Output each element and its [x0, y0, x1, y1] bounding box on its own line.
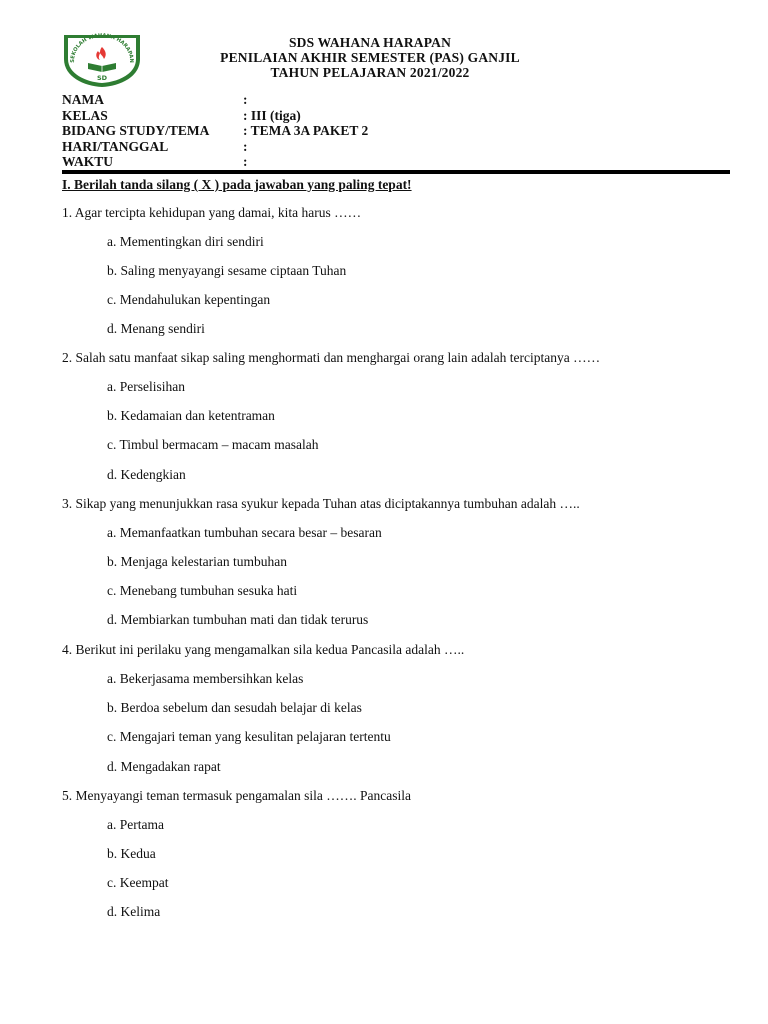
- option-4d: d. Mengadakan rapat: [107, 759, 221, 774]
- option-4b: b. Berdoa sebelum dan sesudah belajar di kelas: [107, 700, 362, 715]
- question-3: 3. Sikap yang menunjukkan rasa syukur kepada Tuhan atas diciptakannya tumbuhan adalah …..: [62, 496, 580, 511]
- info-label: BIDANG STUDY/TEMA: [62, 123, 210, 138]
- header-divider: [62, 170, 730, 174]
- info-value: :: [243, 92, 248, 107]
- option-2b: b. Kedamaian dan ketentraman: [107, 408, 275, 423]
- academic-year: TAHUN PELAJARAN 2021/2022: [270, 65, 470, 80]
- option-5c: c. Keempat: [107, 875, 169, 890]
- info-label: HARI/TANGGAL: [62, 138, 169, 154]
- info-label: KELAS: [62, 107, 108, 123]
- option-3a: a. Memanfaatkan tumbuhan secara besar – besaran: [107, 525, 382, 540]
- info-row-kelas: [62, 108, 662, 124]
- logo-arc-text: SEKOLAH WAHANA HARAPAN: [69, 32, 135, 63]
- exam-title: PENILAIAN AKHIR SEMESTER (PAS) GANJIL: [220, 50, 520, 65]
- student-info: [62, 92, 662, 170]
- question-5: 5. Menyayangi teman termasuk pengamalan sila ……. Pancasila: [62, 788, 412, 803]
- info-value: : III (tiga): [243, 107, 301, 123]
- option-2c: c. Timbul bermacam – macam masalah: [107, 437, 319, 452]
- info-row-waktu: [62, 154, 662, 170]
- school-header: [160, 35, 580, 80]
- question-2: 2. Salah satu manfaat sikap saling menghormati dan menghargai orang lain adalah terciptanya ……: [62, 350, 601, 365]
- option-3c: c. Menebang tumbuhan sesuka hati: [107, 583, 298, 598]
- info-value: :: [243, 154, 248, 169]
- info-row-hari: [62, 139, 662, 155]
- option-1d: d. Menang sendiri: [107, 321, 205, 336]
- info-label: WAKTU: [62, 154, 114, 169]
- option-1b: b. Saling menyayangi sesame ciptaan Tuhan: [107, 263, 347, 278]
- question-1: 1. Agar tercipta kehidupan yang damai, kita harus ……: [62, 205, 362, 220]
- option-3b: b. Menjaga kelestarian tumbuhan: [107, 554, 287, 569]
- logo-initials: SD: [96, 74, 108, 82]
- option-5d: d. Kelima: [107, 904, 161, 919]
- info-row-nama: [62, 92, 662, 108]
- option-2d: d. Kedengkian: [107, 467, 186, 482]
- school-logo: [60, 29, 144, 89]
- info-value: :: [243, 138, 248, 154]
- info-value: : TEMA 3A PAKET 2: [243, 123, 369, 138]
- option-5a: a. Pertama: [107, 817, 164, 832]
- info-label: NAMA: [62, 92, 104, 107]
- question-4: 4. Berikut ini perilaku yang mengamalkan sila kedua Pancasila adalah …..: [62, 642, 465, 657]
- option-4a: a. Bekerjasama membersihkan kelas: [107, 671, 304, 686]
- option-5b: b. Kedua: [107, 846, 156, 861]
- option-1c: c. Mendahulukan kepentingan: [107, 292, 271, 307]
- section-instruction: I. Berilah tanda silang ( X ) pada jawaban yang paling tepat!: [62, 177, 412, 192]
- info-row-bidang: [62, 123, 662, 139]
- option-3d: d. Membiarkan tumbuhan mati dan tidak terurus: [107, 612, 369, 627]
- option-2a: a. Perselisihan: [107, 379, 185, 394]
- school-name: SDS WAHANA HARAPAN: [288, 35, 452, 50]
- option-4c: c. Mengajari teman yang kesulitan pelajaran tertentu: [107, 729, 391, 744]
- option-1a: a. Mementingkan diri sendiri: [107, 234, 264, 249]
